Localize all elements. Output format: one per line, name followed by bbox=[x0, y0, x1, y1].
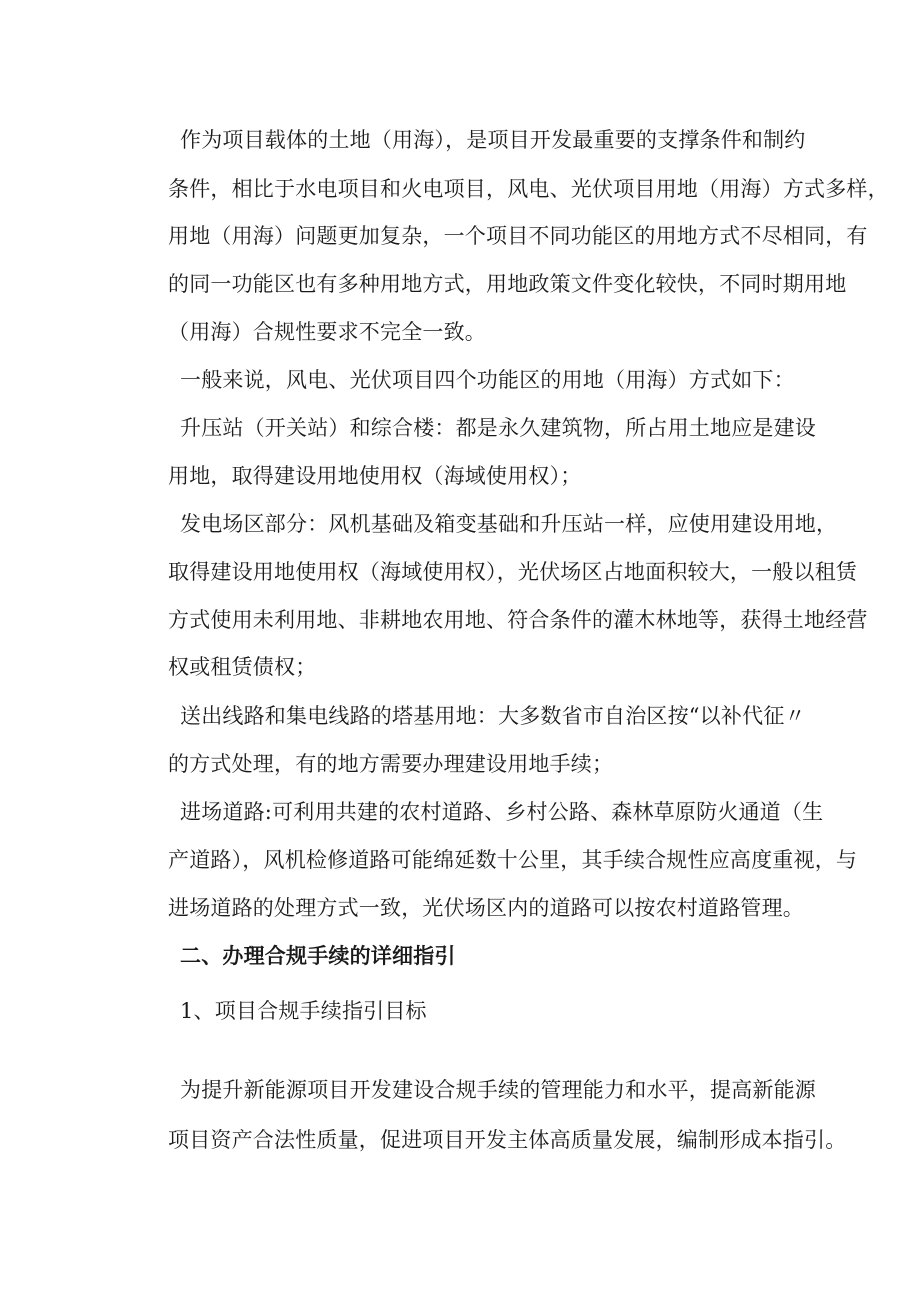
paragraph-1-line-2: 条件，相比于水电项目和火电项目，风电、光伏项目用地（用海）方式多样， bbox=[168, 177, 889, 201]
paragraph-1-line-5: （用海）合规性要求不完全一致。 bbox=[168, 320, 486, 344]
paragraph-4-line-1: 发电场区部分：风机基础及箱变基础和升压站一样，应使用建设用地， bbox=[180, 512, 838, 536]
paragraph-5-line-2: 的方式处理，有的地方需要办理建设用地手续； bbox=[168, 752, 614, 776]
paragraph-3-line-1: 升压站（开关站）和综合楼：都是永久建筑物，所占用土地应是建设 bbox=[180, 416, 816, 440]
section-heading: 二、办理合规手续的详细指引 bbox=[180, 943, 456, 968]
paragraph-4-line-2: 取得建设用地使用权（海域使用权），光伏场区占地面积较大，一般以租赁 bbox=[168, 560, 858, 584]
paragraph-4-line-3: 方式使用未利用地、非耕地农用地、符合条件的灌木林地等，获得土地经营 bbox=[168, 608, 868, 632]
paragraph-5-line-1: 送出线路和集电线路的塔基用地：大多数省市自治区按“以补代征〃 bbox=[180, 704, 806, 728]
paragraph-4-line-4: 权或租赁债权； bbox=[168, 655, 317, 679]
paragraph-9-line-1: 为提升新能源项目开发建设合规手续的管理能力和水平，提高新能源 bbox=[180, 1078, 816, 1102]
subsection-heading: 1、项目合规手续指引目标 bbox=[180, 999, 427, 1023]
paragraph-1-line-1: 作为项目载体的土地（用海），是项目开发最重要的支撑条件和制约 bbox=[180, 128, 806, 152]
paragraph-1-line-3: 用地（用海）问题更加复杂，一个项目不同功能区的用地方式不尽相同，有 bbox=[168, 224, 868, 248]
paragraph-6-line-1: 进场道路:可利用共建的农村道路、乡村公路、森林草原防火通道（生 bbox=[180, 800, 824, 824]
paragraph-3-line-2: 用地，取得建设用地使用权（海域使用权）； bbox=[168, 464, 582, 488]
paragraph-9-line-2: 项目资产合法性质量，促进项目开发主体高质量发展，编制形成本指引。 bbox=[168, 1128, 847, 1152]
paragraph-1-line-4: 的同一功能区也有多种用地方式，用地政策文件变化较快，不同时期用地 bbox=[168, 272, 847, 296]
paragraph-2-line-1: 一般来说，风电、光伏项目四个功能区的用地（用海）方式如下： bbox=[180, 368, 795, 392]
paragraph-6-line-2: 产道路），风机检修道路可能绵延数十公里，其手续合规性应高度重视，与 bbox=[168, 848, 858, 872]
paragraph-6-line-3: 进场道路的处理方式一致，光伏场区内的道路可以按农村道路管理。 bbox=[168, 896, 804, 920]
